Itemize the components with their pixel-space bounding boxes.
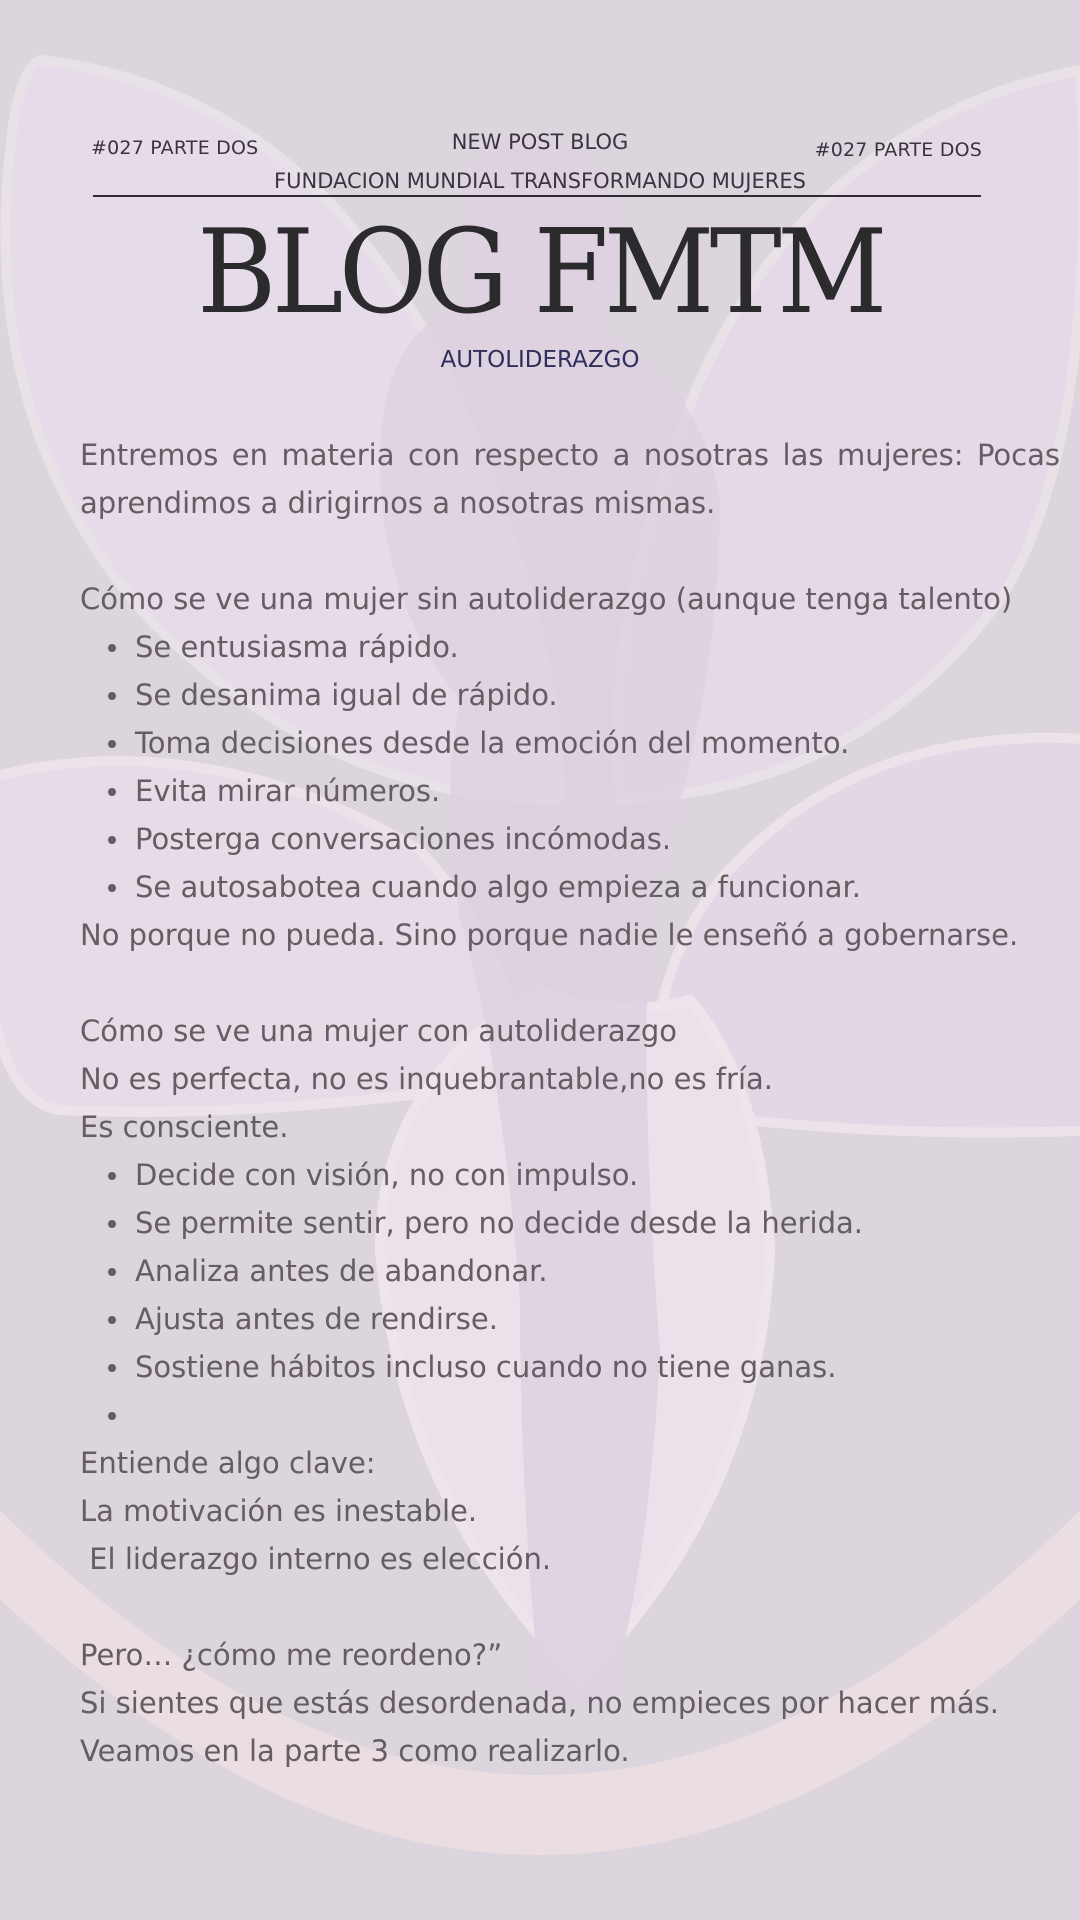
spacer	[80, 1583, 1060, 1631]
list-item: Se permite sentir, pero no decide desde la herida.	[135, 1199, 1060, 1247]
page-subtitle: AUTOLIDERAZGO	[440, 347, 640, 373]
key-heading: Entiende algo clave:	[80, 1446, 376, 1480]
section1-list	[80, 623, 1060, 911]
list-item: Ajusta antes de rendirse.	[135, 1295, 1060, 1343]
list-item: Posterga conversaciones incómodas.	[135, 815, 1060, 863]
answer-line: Si sientes que estás desordenada, no empieces por hacer más.	[80, 1686, 999, 1720]
page-title: BLOG FMTM	[197, 205, 883, 340]
section2-list	[80, 1151, 1060, 1439]
list-item: Se autosabotea cuando algo empieza a funcionar.	[135, 863, 1060, 911]
list-item-empty	[135, 1391, 1060, 1439]
list-item: Se entusiasma rápido.	[135, 623, 1060, 671]
post-body	[80, 431, 1060, 1775]
post-number-left: #027 PARTE DOS	[91, 137, 259, 159]
section2-line: No es perfecta, no es inquebrantable,no es fría.	[80, 1062, 773, 1096]
spacer	[80, 527, 1060, 575]
list-item: Analiza antes de abandonar.	[135, 1247, 1060, 1295]
intro-paragraph: Entremos en materia con respecto a nosotras las mujeres: Pocas aprendimos a dirigirnos a nosotras mismas.	[80, 438, 1060, 520]
organization-name: FUNDACION MUNDIAL TRANSFORMANDO MUJERES	[274, 169, 806, 193]
kicker-label: NEW POST BLOG	[451, 130, 629, 154]
header-divider	[93, 195, 981, 197]
question-line: Pero… ¿cómo me reordeno?”	[80, 1638, 503, 1672]
list-item: Decide con visión, no con impulso.	[135, 1151, 1060, 1199]
list-item: Se desanima igual de rápido.	[135, 671, 1060, 719]
list-item: Evita mirar números.	[135, 767, 1060, 815]
section2-line: Es consciente.	[80, 1110, 289, 1144]
section2-heading: Cómo se ve una mujer con autoliderazgo	[80, 1014, 677, 1048]
next-part-line: Veamos en la parte 3 como realizarlo.	[80, 1734, 630, 1768]
list-item: Toma decisiones desde la emoción del momento.	[135, 719, 1060, 767]
key-line: La motivación es inestable.	[80, 1494, 478, 1528]
list-item: Sostiene hábitos incluso cuando no tiene ganas.	[135, 1343, 1060, 1391]
section1-heading: Cómo se ve una mujer sin autoliderazgo (aunque tenga talento)	[80, 582, 1013, 616]
section1-closing: No porque no pueda. Sino porque nadie le enseñó a gobernarse.	[80, 918, 1019, 952]
spacer	[80, 959, 1060, 1007]
post-number-right: #027 PARTE DOS	[814, 139, 982, 161]
key-line: El liderazgo interno es elección.	[80, 1542, 552, 1576]
